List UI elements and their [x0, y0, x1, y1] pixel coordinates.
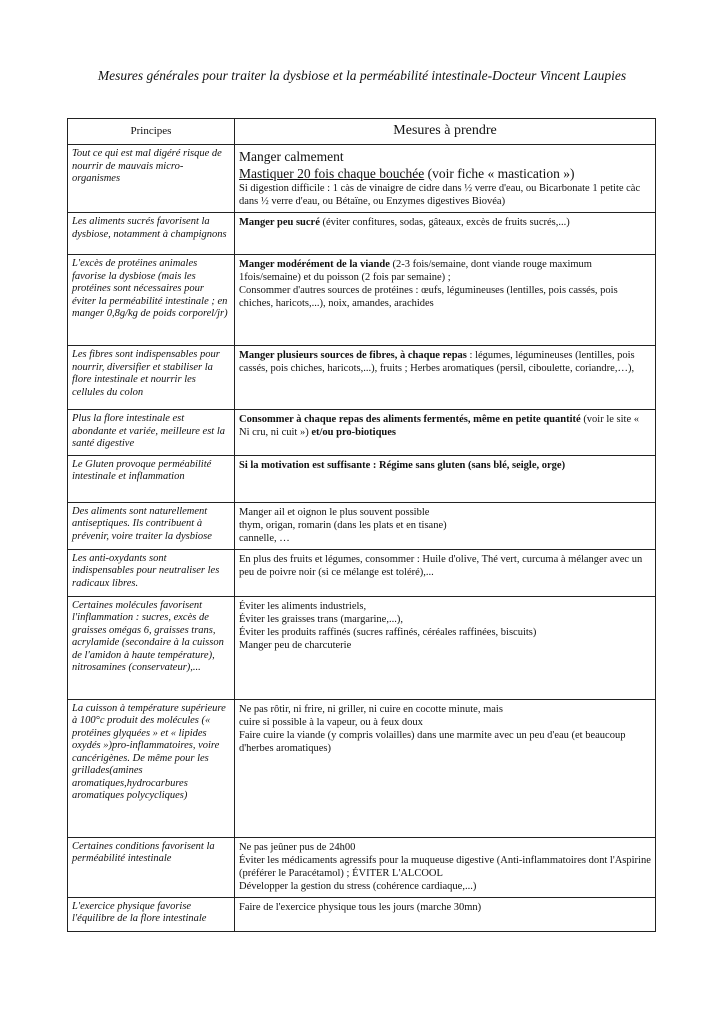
header-measures: Mesures à prendre — [235, 119, 656, 145]
document-title: Mesures générales pour traiter la dysbiose et la perméabilité intestinale-Docteur Vincent Laupies — [97, 68, 627, 83]
principle-cell: Plus la flore intestinale est abondante et variée, meilleure est la santé digestive — [68, 410, 235, 456]
principle-cell: Des aliments sont naturellement antiseptiques. Ils contribuent à prévenir, voire traiter la dysbiose — [68, 502, 235, 549]
measure-line — [239, 165, 651, 182]
table-row — [68, 455, 656, 502]
table-row — [68, 213, 656, 255]
measures-table — [67, 118, 656, 932]
measure-cell — [235, 410, 656, 456]
principle-cell: Certaines molécules favorisent l'inflammation : sucres, excès de graisses omégas 6, graisses trans, acrylamide (secondaire à la cuisson de l'amidon à haute température), nitrosamines (conservateur),... — [68, 596, 235, 699]
principle-cell: L'exercice physique favorise l'équilibre de la flore intestinale — [68, 897, 235, 931]
principle-cell: Tout ce qui est mal digéré risque de nourrir de mauvais micro-organismes — [68, 145, 235, 213]
measure-cell — [235, 502, 656, 549]
table-row — [68, 145, 656, 213]
principle-cell: Certaines conditions favorisent la perméabilité intestinale — [68, 837, 235, 897]
table-row — [68, 837, 656, 897]
measure-text: (voir le site « Ni cru, ni cuit ») — [239, 414, 640, 438]
principle-cell: Le Gluten provoque perméabilité intestinale et inflammation — [68, 455, 235, 502]
header-principles: Principes — [68, 119, 235, 145]
measure-cell — [235, 699, 656, 837]
table-row — [68, 346, 656, 410]
measure-line: Manger calmement — [239, 149, 344, 164]
measure-line: Éviter les médicaments agressifs pour la muqueuse digestive (Anti-inflammatoires dont l'Aspirine (préférer le Paracétamol) ; ÉVITER L'ALCOOL — [239, 854, 651, 879]
principle-cell: L'excès de protéines animales favorise la dysbiose (mais les protéines sont nécessaires pour éviter la perméabilité intestinale ; en manger 0,8g/kg de poids corporel/jr) — [68, 255, 235, 346]
measure-cell: Faire de l'exercice physique tous les jours (marche 30mn) — [235, 897, 656, 931]
measure-bold: Si la motivation est suffisante : Régime sans gluten (sans blé, seigle, orge) — [239, 459, 566, 471]
measure-line: Ne pas rôtir, ni frire, ni griller, ni cuire en cocotte minute, mais — [239, 703, 503, 715]
measure-line: cannelle, … — [239, 532, 290, 544]
measure-cell — [235, 455, 656, 502]
measure-bold: Manger modérément de la viande — [239, 259, 390, 270]
table-row — [68, 410, 656, 456]
measure-line: Éviter les produits raffinés (sucres raffinés, céréales raffinées, biscuits) — [239, 626, 537, 638]
measure-bold: Manger plusieurs sources de fibres, à chaque repas — [239, 350, 467, 361]
principle-cell: La cuisson à température supérieure à 100°c produit des molécules (« protéines glyquées » et « lipides oxydés »)pro-inflammatoires, voire cancérigènes. De même pour les grillades(amines aromatiques,hydrocarbures aromatiques polycycliques) — [68, 699, 235, 837]
measure-bold: Consommer à chaque repas des aliments fermentés, même en petite quantité — [239, 414, 581, 425]
measure-line: Consommer d'autres sources de protéines : œufs, légumineuses (lentilles, pois cassés, pois chiches, haricots,...), noix, amandes, arachides — [239, 285, 618, 309]
principle-cell: Les anti-oxydants sont indispensables pour neutraliser les radicaux libres. — [68, 549, 235, 596]
measure-text: (éviter confitures, sodas, gâteaux, excès de fruits sucrés,...) — [319, 217, 570, 228]
table-row — [68, 255, 656, 346]
table-row — [68, 549, 656, 596]
measure-cell — [235, 596, 656, 699]
table-row — [68, 596, 656, 699]
measure-line: Faire cuire la viande (y compris volailles) dans une marmite avec un peu d'eau (et beaucoup d'herbes aromatiques) — [239, 729, 626, 754]
principle-cell: Les fibres sont indispensables pour nourrir, diversifier et stabiliser la flore intestinale et nourrir les cellules du colon — [68, 346, 235, 410]
measure-text: (2-3 fois/semaine, dont viande rouge maximum 1fois/semaine) et du poisson (2 fois par semaine) ; — [239, 259, 592, 283]
principle-cell: Les aliments sucrés favorisent la dysbiose, notamment à champignons — [68, 213, 235, 255]
measure-cell — [235, 145, 656, 213]
measure-line: Développer la gestion du stress (cohérence cardiaque,...) — [239, 880, 477, 892]
measure-bold: et/ou pro-biotiques — [311, 427, 397, 438]
measure-underlined: Mastiquer 20 fois chaque bouchée — [239, 166, 425, 181]
table-header-row — [68, 119, 656, 145]
measure-cell — [235, 346, 656, 410]
measure-line — [239, 259, 592, 283]
table-row — [68, 502, 656, 549]
measure-line: Éviter les aliments industriels, — [239, 600, 367, 612]
measure-line: cuire si possible à la vapeur, ou à feux doux — [239, 716, 423, 728]
table-row — [68, 897, 656, 931]
measure-line: Si digestion difficile : 1 càs de vinaigre de cidre dans ½ verre d'eau, ou Bicarbonate 1 petite càc dans ½ verre d'eau, ou Bétaïne, ou Enzymes digestives Biovéa) — [239, 183, 641, 207]
measure-line: thym, origan, romarin (dans les plats et en tisane) — [239, 519, 447, 531]
measure-line: Manger ail et oignon le plus souvent possible — [239, 506, 430, 518]
measure-line: Éviter les graisses trans (margarine,...), — [239, 613, 403, 625]
measure-cell — [235, 213, 656, 255]
measure-bold: Manger peu sucré — [239, 217, 320, 228]
measure-line: Manger peu de charcuterie — [239, 639, 352, 651]
measure-cell — [235, 837, 656, 897]
measure-cell — [235, 255, 656, 346]
table-row — [68, 699, 656, 837]
measure-line: Ne pas jeûner pus de 24h00 — [239, 841, 356, 853]
measure-cell: En plus des fruits et légumes, consommer : Huile d'olive, Thé vert, curcuma à mélanger avec un peu de poivre noir (si ce mélange est toléré),... — [235, 549, 656, 596]
measure-text: : légumes, légumineuses (lentilles, pois cassés, pois chiches, haricots,...), fruits ; Herbes aromatiques (persil, ciboulette, coriandre,…), — [239, 350, 635, 374]
measure-text: (voir fiche « mastication ») — [424, 166, 575, 181]
